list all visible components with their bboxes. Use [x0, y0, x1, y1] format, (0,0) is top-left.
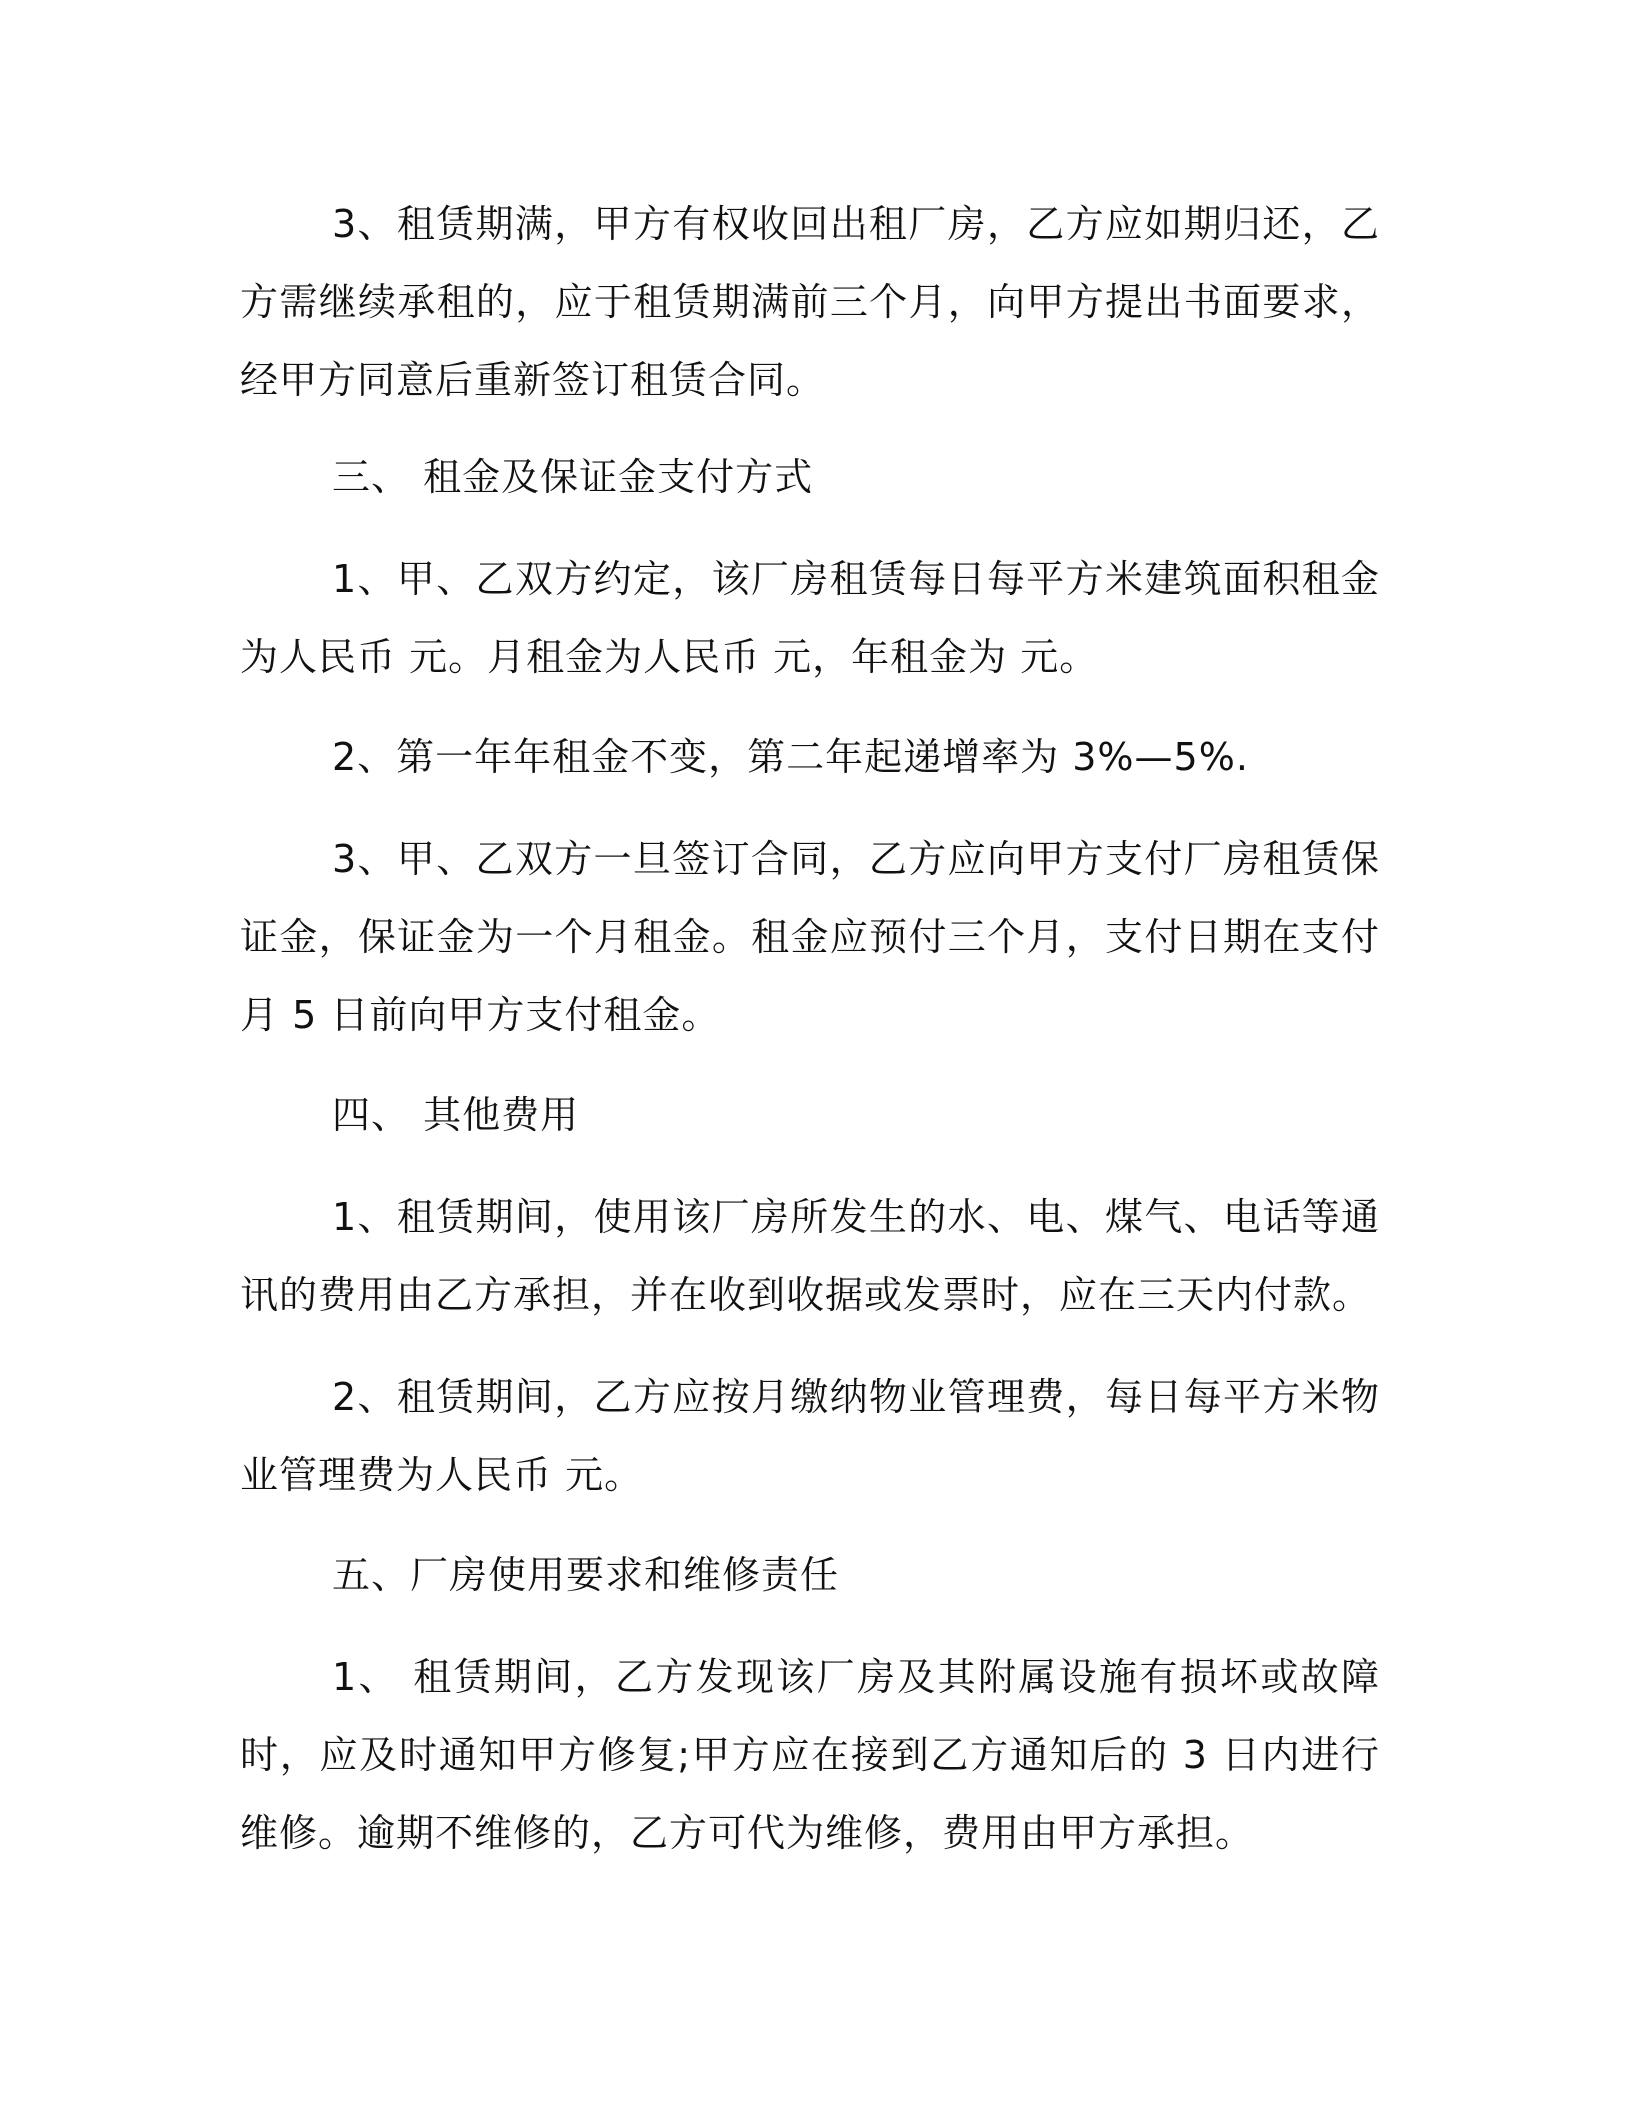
clause-paragraph: 3、租赁期满，甲方有权收回出租厂房，乙方应如期归还，乙方需继续承租的，应于租赁期满前三个月，向甲方提出书面要求，经甲方同意后重新签订租赁合同。 — [240, 202, 1380, 402]
clause-paragraph: 2、第一年年租金不变，第二年起递增率为 3%—5%. — [332, 735, 1249, 779]
clause-paragraph: 3、甲、乙双方一旦签订合同，乙方应向甲方支付厂房租赁保证金，保证金为一个月租金。租金应预付三个月，支付日期在支付月 5 日前向甲方支付租金。 — [240, 837, 1380, 1037]
section-heading: 四、 其他费用 — [332, 1093, 580, 1137]
section-heading: 五、厂房使用要求和维修责任 — [332, 1553, 840, 1597]
clause-paragraph: 2、租赁期间，乙方应按月缴纳物业管理费，每日每平方米物业管理费为人民币 元。 — [240, 1375, 1380, 1497]
clause-paragraph: 1、租赁期间，使用该厂房所发生的水、电、煤气、电话等通讯的费用由乙方承担，并在收到收据或发票时，应在三天内付款。 — [240, 1195, 1380, 1317]
section-heading: 三、 租金及保证金支付方式 — [332, 455, 814, 499]
clause-paragraph: 1、甲、乙双方约定，该厂房租赁每日每平方米建筑面积租金为人民币 元。月租金为人民币 元，年租金为 元。 — [240, 557, 1380, 679]
clause-paragraph: 1、 租赁期间，乙方发现该厂房及其附属设施有损坏或故障时，应及时通知甲方修复;甲方应在接到乙方通知后的 3 日内进行维修。逾期不维修的，乙方可代为维修，费用由甲方承担。 — [240, 1655, 1380, 1855]
